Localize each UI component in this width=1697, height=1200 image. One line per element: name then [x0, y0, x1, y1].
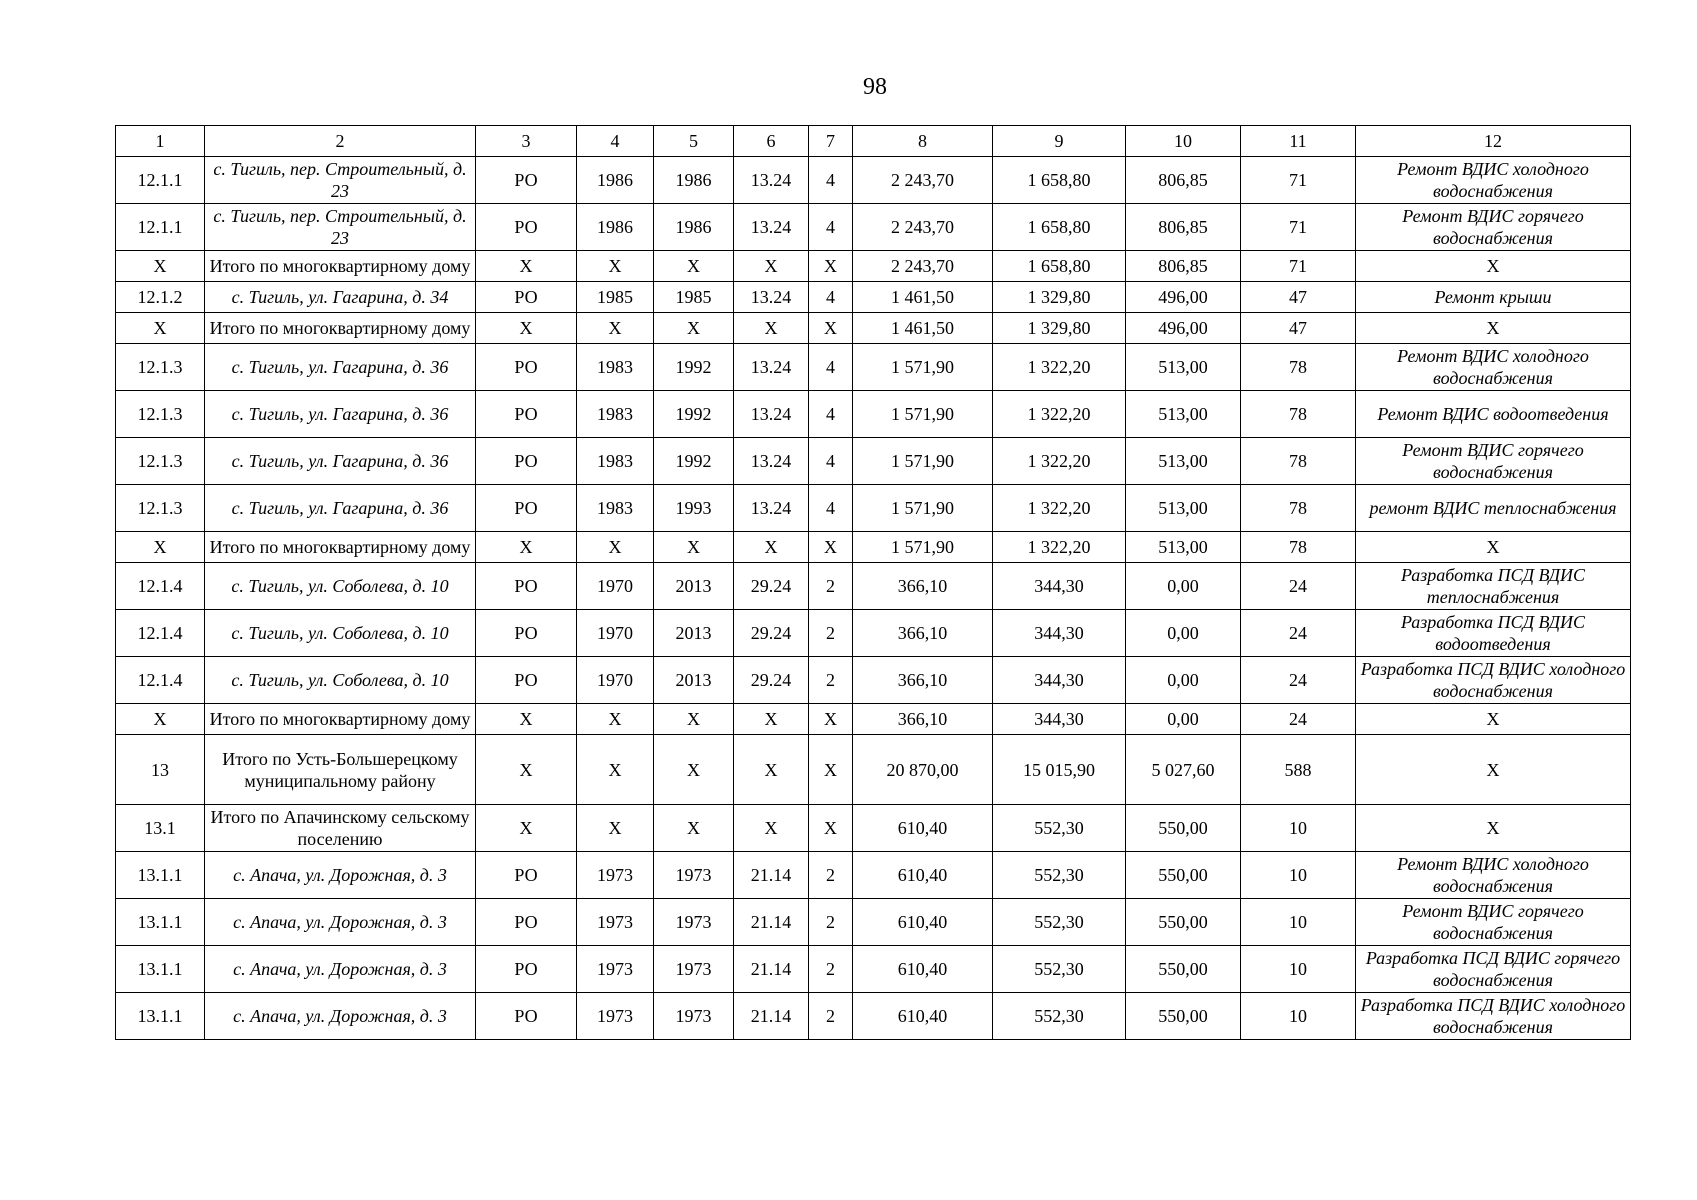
cell-total-area: 610,40 [853, 852, 993, 899]
cell-item-number: 13 [116, 735, 205, 805]
cell-residents: 71 [1241, 157, 1356, 204]
cell-floors: 4 [809, 282, 853, 313]
cell-address: с. Апача, ул. Дорожная, д. 3 [205, 946, 476, 993]
cell-living-area: 1 322,20 [993, 391, 1126, 438]
cell-floors: X [809, 805, 853, 852]
cell-residents: 78 [1241, 344, 1356, 391]
cell-living-area: 552,30 [993, 946, 1126, 993]
cell-living-area: 552,30 [993, 852, 1126, 899]
cell-address: с. Тигиль, ул. Гагарина, д. 36 [205, 485, 476, 532]
cell-year-renovated: 1993 [654, 485, 734, 532]
cell-item-number: 13.1 [116, 805, 205, 852]
cell-item-number: 13.1.1 [116, 946, 205, 993]
cell-floors: X [809, 313, 853, 344]
cell-year-renovated: X [654, 704, 734, 735]
cell-living-area: 1 658,80 [993, 204, 1126, 251]
cell-year-renovated: 1973 [654, 899, 734, 946]
cell-item-number: 12.1.1 [116, 204, 205, 251]
cell-item-number: 12.1.3 [116, 485, 205, 532]
cell-total-area: 1 571,90 [853, 438, 993, 485]
cell-item-number: X [116, 251, 205, 282]
table-row [116, 610, 1631, 657]
cell-tariff-code: 13.24 [734, 204, 809, 251]
cell-tariff-code: 21.14 [734, 946, 809, 993]
cell-address: Итого по многоквартирному дому [205, 313, 476, 344]
cell-address: с. Тигиль, ул. Гагарина, д. 36 [205, 344, 476, 391]
table-row [116, 657, 1631, 704]
cell-year-built: 1983 [577, 438, 654, 485]
cell-year-built: 1973 [577, 899, 654, 946]
cell-residents: 78 [1241, 532, 1356, 563]
cell-owner-type: РО [476, 852, 577, 899]
cell-living-area: 344,30 [993, 563, 1126, 610]
cell-owner-type: X [476, 251, 577, 282]
cell-year-built: 1973 [577, 852, 654, 899]
cell-residents: 47 [1241, 313, 1356, 344]
cell-total-area: 366,10 [853, 657, 993, 704]
cell-year-built: X [577, 704, 654, 735]
table-row [116, 899, 1631, 946]
cell-total-area: 366,10 [853, 704, 993, 735]
cell-residents: 588 [1241, 735, 1356, 805]
cell-address: Итого по Апачинскому сельскому поселению [205, 805, 476, 852]
table-row [116, 946, 1631, 993]
cell-item-number: 12.1.3 [116, 391, 205, 438]
cell-tariff-code: X [734, 805, 809, 852]
cell-floors: 2 [809, 657, 853, 704]
table-row [116, 532, 1631, 563]
cell-living-area: 344,30 [993, 704, 1126, 735]
cell-year-built: 1983 [577, 344, 654, 391]
cell-nonliving-area: 550,00 [1126, 993, 1241, 1040]
cell-owner-type: РО [476, 657, 577, 704]
cell-address: с. Тигиль, ул. Соболева, д. 10 [205, 657, 476, 704]
cell-residents: 78 [1241, 391, 1356, 438]
cell-tariff-code: 13.24 [734, 438, 809, 485]
cell-total-area: 610,40 [853, 993, 993, 1040]
column-header: 1 [116, 126, 205, 157]
cell-item-number: 12.1.2 [116, 282, 205, 313]
table-row [116, 157, 1631, 204]
page-number: 98 [863, 74, 887, 100]
cell-tariff-code: X [734, 735, 809, 805]
cell-work-type: Разработка ПСД ВДИС горячего водоснабжения [1356, 946, 1631, 993]
cell-owner-type: РО [476, 157, 577, 204]
cell-year-built: 1986 [577, 157, 654, 204]
cell-item-number: 13.1.1 [116, 993, 205, 1040]
cell-item-number: 12.1.1 [116, 157, 205, 204]
cell-work-type: X [1356, 704, 1631, 735]
cell-total-area: 2 243,70 [853, 157, 993, 204]
cell-owner-type: РО [476, 899, 577, 946]
column-header: 5 [654, 126, 734, 157]
cell-tariff-code: X [734, 313, 809, 344]
cell-owner-type: РО [476, 485, 577, 532]
cell-floors: 2 [809, 993, 853, 1040]
cell-floors: 4 [809, 344, 853, 391]
column-header: 8 [853, 126, 993, 157]
cell-nonliving-area: 0,00 [1126, 657, 1241, 704]
cell-total-area: 20 870,00 [853, 735, 993, 805]
cell-address: с. Тигиль, ул. Гагарина, д. 36 [205, 391, 476, 438]
cell-floors: 2 [809, 610, 853, 657]
cell-address: Итого по многоквартирному дому [205, 251, 476, 282]
cell-work-type: Ремонт крыши [1356, 282, 1631, 313]
cell-item-number: 12.1.4 [116, 563, 205, 610]
table-row [116, 485, 1631, 532]
cell-year-renovated: 1992 [654, 344, 734, 391]
cell-year-built: 1985 [577, 282, 654, 313]
cell-living-area: 344,30 [993, 657, 1126, 704]
cell-item-number: 12.1.3 [116, 438, 205, 485]
cell-year-built: 1983 [577, 485, 654, 532]
cell-residents: 10 [1241, 946, 1356, 993]
cell-address: с. Тигиль, ул. Гагарина, д. 36 [205, 438, 476, 485]
cell-living-area: 1 329,80 [993, 282, 1126, 313]
cell-work-type: Разработка ПСД ВДИС холодного водоснабжения [1356, 993, 1631, 1040]
cell-item-number: 12.1.4 [116, 610, 205, 657]
cell-work-type: Ремонт ВДИС холодного водоснабжения [1356, 344, 1631, 391]
column-header: 2 [205, 126, 476, 157]
cell-address: с. Тигиль, ул. Соболева, д. 10 [205, 610, 476, 657]
cell-address: с. Тигиль, пер. Строительный, д. 23 [205, 157, 476, 204]
table-body [116, 157, 1631, 1040]
cell-tariff-code: 29.24 [734, 563, 809, 610]
cell-nonliving-area: 550,00 [1126, 899, 1241, 946]
cell-living-area: 1 322,20 [993, 438, 1126, 485]
cell-address: с. Апача, ул. Дорожная, д. 3 [205, 993, 476, 1040]
cell-residents: 10 [1241, 993, 1356, 1040]
cell-total-area: 366,10 [853, 610, 993, 657]
cell-residents: 10 [1241, 899, 1356, 946]
cell-work-type: ремонт ВДИС теплоснабжения [1356, 485, 1631, 532]
cell-year-renovated: 1992 [654, 438, 734, 485]
cell-living-area: 15 015,90 [993, 735, 1126, 805]
cell-floors: X [809, 532, 853, 563]
cell-work-type: X [1356, 735, 1631, 805]
cell-nonliving-area: 513,00 [1126, 438, 1241, 485]
cell-work-type: Разработка ПСД ВДИС холодного водоснабжения [1356, 657, 1631, 704]
cell-nonliving-area: 550,00 [1126, 946, 1241, 993]
column-header: 9 [993, 126, 1126, 157]
cell-total-area: 1 571,90 [853, 485, 993, 532]
cell-floors: 4 [809, 204, 853, 251]
cell-living-area: 1 322,20 [993, 344, 1126, 391]
cell-nonliving-area: 513,00 [1126, 391, 1241, 438]
cell-year-renovated: 1985 [654, 282, 734, 313]
cell-nonliving-area: 806,85 [1126, 157, 1241, 204]
cell-work-type: Ремонт ВДИС водоотведения [1356, 391, 1631, 438]
cell-nonliving-area: 496,00 [1126, 282, 1241, 313]
cell-total-area: 1 571,90 [853, 391, 993, 438]
cell-residents: 78 [1241, 438, 1356, 485]
cell-residents: 71 [1241, 204, 1356, 251]
table-row [116, 251, 1631, 282]
cell-floors: 4 [809, 438, 853, 485]
cell-year-built: X [577, 805, 654, 852]
cell-total-area: 366,10 [853, 563, 993, 610]
cell-year-built: 1973 [577, 946, 654, 993]
cell-item-number: 13.1.1 [116, 852, 205, 899]
cell-year-renovated: 2013 [654, 657, 734, 704]
table-row [116, 282, 1631, 313]
cell-work-type: Ремонт ВДИС горячего водоснабжения [1356, 899, 1631, 946]
cell-nonliving-area: 513,00 [1126, 485, 1241, 532]
cell-living-area: 344,30 [993, 610, 1126, 657]
cell-nonliving-area: 0,00 [1126, 563, 1241, 610]
cell-year-renovated: 2013 [654, 563, 734, 610]
cell-total-area: 2 243,70 [853, 251, 993, 282]
cell-floors: 4 [809, 391, 853, 438]
cell-total-area: 610,40 [853, 946, 993, 993]
table-row [116, 704, 1631, 735]
cell-year-renovated: X [654, 251, 734, 282]
cell-nonliving-area: 5 027,60 [1126, 735, 1241, 805]
cell-work-type: X [1356, 532, 1631, 563]
cell-living-area: 552,30 [993, 805, 1126, 852]
cell-owner-type: РО [476, 344, 577, 391]
cell-work-type: Ремонт ВДИС холодного водоснабжения [1356, 157, 1631, 204]
cell-tariff-code: 21.14 [734, 899, 809, 946]
cell-address: с. Апача, ул. Дорожная, д. 3 [205, 852, 476, 899]
cell-year-built: X [577, 532, 654, 563]
cell-item-number: 12.1.4 [116, 657, 205, 704]
cell-year-renovated: 1992 [654, 391, 734, 438]
cell-owner-type: X [476, 735, 577, 805]
column-header: 4 [577, 126, 654, 157]
cell-living-area: 552,30 [993, 899, 1126, 946]
cell-tariff-code: 13.24 [734, 485, 809, 532]
cell-nonliving-area: 550,00 [1126, 805, 1241, 852]
cell-tariff-code: 29.24 [734, 657, 809, 704]
cell-item-number: 12.1.3 [116, 344, 205, 391]
cell-address: с. Тигиль, ул. Соболева, д. 10 [205, 563, 476, 610]
cell-tariff-code: X [734, 251, 809, 282]
table-row [116, 993, 1631, 1040]
cell-year-built: X [577, 313, 654, 344]
cell-address: Итого по многоквартирному дому [205, 532, 476, 563]
cell-year-built: 1983 [577, 391, 654, 438]
cell-owner-type: РО [476, 993, 577, 1040]
cell-year-renovated: X [654, 735, 734, 805]
table-row [116, 563, 1631, 610]
cell-residents: 10 [1241, 852, 1356, 899]
cell-tariff-code: 13.24 [734, 157, 809, 204]
column-header: 3 [476, 126, 577, 157]
table-row [116, 438, 1631, 485]
cell-total-area: 610,40 [853, 805, 993, 852]
cell-total-area: 1 571,90 [853, 344, 993, 391]
cell-nonliving-area: 496,00 [1126, 313, 1241, 344]
table-header-row [116, 126, 1631, 157]
cell-owner-type: X [476, 805, 577, 852]
cell-work-type: X [1356, 805, 1631, 852]
cell-nonliving-area: 550,00 [1126, 852, 1241, 899]
cell-total-area: 1 571,90 [853, 532, 993, 563]
table-row [116, 852, 1631, 899]
cell-year-renovated: X [654, 805, 734, 852]
cell-floors: X [809, 735, 853, 805]
cell-residents: 10 [1241, 805, 1356, 852]
cell-nonliving-area: 806,85 [1126, 251, 1241, 282]
cell-item-number: 13.1.1 [116, 899, 205, 946]
cell-living-area: 1 322,20 [993, 532, 1126, 563]
cell-address: с. Тигиль, ул. Гагарина, д. 34 [205, 282, 476, 313]
cell-item-number: X [116, 313, 205, 344]
cell-tariff-code: 21.14 [734, 852, 809, 899]
cell-living-area: 1 658,80 [993, 157, 1126, 204]
column-header: 12 [1356, 126, 1631, 157]
column-header: 7 [809, 126, 853, 157]
cell-owner-type: РО [476, 438, 577, 485]
cell-tariff-code: 13.24 [734, 282, 809, 313]
cell-year-built: 1973 [577, 993, 654, 1040]
cell-tariff-code: 21.14 [734, 993, 809, 1040]
cell-floors: 2 [809, 563, 853, 610]
cell-living-area: 1 329,80 [993, 313, 1126, 344]
cell-year-built: 1970 [577, 563, 654, 610]
cell-tariff-code: X [734, 704, 809, 735]
cell-nonliving-area: 806,85 [1126, 204, 1241, 251]
cell-owner-type: РО [476, 946, 577, 993]
cell-work-type: Ремонт ВДИС холодного водоснабжения [1356, 852, 1631, 899]
table-row [116, 391, 1631, 438]
cell-tariff-code: 13.24 [734, 344, 809, 391]
cell-year-built: 1970 [577, 657, 654, 704]
cell-total-area: 1 461,50 [853, 282, 993, 313]
cell-work-type: Ремонт ВДИС горячего водоснабжения [1356, 438, 1631, 485]
cell-floors: X [809, 251, 853, 282]
cell-work-type: X [1356, 313, 1631, 344]
cell-work-type: Разработка ПСД ВДИС теплоснабжения [1356, 563, 1631, 610]
cell-total-area: 610,40 [853, 899, 993, 946]
cell-residents: 24 [1241, 610, 1356, 657]
column-header: 10 [1126, 126, 1241, 157]
cell-owner-type: РО [476, 391, 577, 438]
cell-work-type: Ремонт ВДИС горячего водоснабжения [1356, 204, 1631, 251]
table-row [116, 313, 1631, 344]
cell-tariff-code: 13.24 [734, 391, 809, 438]
cell-year-built: X [577, 251, 654, 282]
cell-year-built: 1986 [577, 204, 654, 251]
cell-floors: 2 [809, 852, 853, 899]
cell-year-renovated: 1973 [654, 993, 734, 1040]
cell-tariff-code: 29.24 [734, 610, 809, 657]
cell-living-area: 1 322,20 [993, 485, 1126, 532]
cell-residents: 78 [1241, 485, 1356, 532]
cell-nonliving-area: 0,00 [1126, 704, 1241, 735]
cell-residents: 24 [1241, 563, 1356, 610]
cell-living-area: 1 658,80 [993, 251, 1126, 282]
housing-repair-table [115, 125, 1631, 1040]
cell-year-renovated: 1973 [654, 852, 734, 899]
cell-nonliving-area: 513,00 [1126, 532, 1241, 563]
cell-owner-type: X [476, 532, 577, 563]
cell-owner-type: РО [476, 610, 577, 657]
cell-year-renovated: 1986 [654, 157, 734, 204]
cell-item-number: X [116, 532, 205, 563]
cell-year-built: X [577, 735, 654, 805]
cell-floors: 2 [809, 899, 853, 946]
table-row [116, 805, 1631, 852]
cell-residents: 24 [1241, 704, 1356, 735]
cell-work-type: X [1356, 251, 1631, 282]
cell-owner-type: РО [476, 563, 577, 610]
cell-owner-type: РО [476, 204, 577, 251]
cell-address: Итого по Усть-Большерецкому муниципальному району [205, 735, 476, 805]
cell-year-renovated: 2013 [654, 610, 734, 657]
cell-address: с. Апача, ул. Дорожная, д. 3 [205, 899, 476, 946]
cell-item-number: X [116, 704, 205, 735]
cell-year-built: 1970 [577, 610, 654, 657]
cell-residents: 47 [1241, 282, 1356, 313]
cell-floors: 4 [809, 485, 853, 532]
cell-address: Итого по многоквартирному дому [205, 704, 476, 735]
cell-year-renovated: 1973 [654, 946, 734, 993]
cell-residents: 24 [1241, 657, 1356, 704]
cell-floors: 4 [809, 157, 853, 204]
cell-work-type: Разработка ПСД ВДИС водоотведения [1356, 610, 1631, 657]
cell-year-renovated: X [654, 313, 734, 344]
cell-owner-type: РО [476, 282, 577, 313]
cell-tariff-code: X [734, 532, 809, 563]
cell-owner-type: X [476, 313, 577, 344]
table-row [116, 204, 1631, 251]
column-header: 6 [734, 126, 809, 157]
cell-floors: X [809, 704, 853, 735]
cell-year-renovated: X [654, 532, 734, 563]
cell-total-area: 1 461,50 [853, 313, 993, 344]
cell-year-renovated: 1986 [654, 204, 734, 251]
cell-residents: 71 [1241, 251, 1356, 282]
cell-owner-type: X [476, 704, 577, 735]
table-row [116, 344, 1631, 391]
cell-living-area: 552,30 [993, 993, 1126, 1040]
cell-total-area: 2 243,70 [853, 204, 993, 251]
cell-address: с. Тигиль, пер. Строительный, д. 23 [205, 204, 476, 251]
table-row [116, 735, 1631, 805]
column-header: 11 [1241, 126, 1356, 157]
cell-nonliving-area: 513,00 [1126, 344, 1241, 391]
cell-floors: 2 [809, 946, 853, 993]
cell-nonliving-area: 0,00 [1126, 610, 1241, 657]
